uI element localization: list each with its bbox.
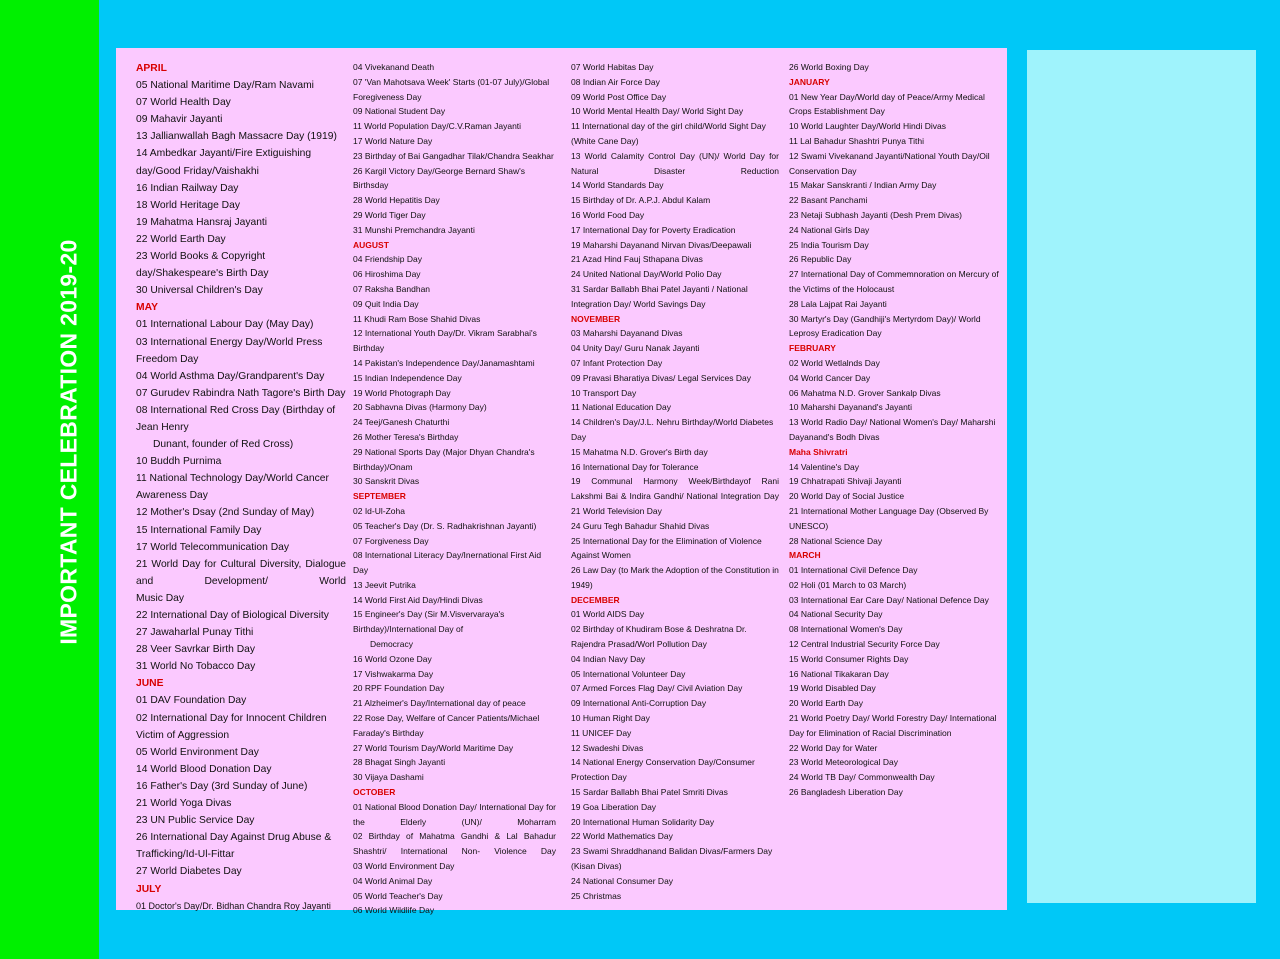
celebration-entry: 01 National Blood Donation Day/ International Day for the Elderly (UN)/ Moharram <box>353 801 556 827</box>
celebration-entry: 30 Vijaya Dashami <box>353 772 424 783</box>
celebration-entry: 01 Doctor's Day/Dr. Bidhan Chandra Roy Jayanti <box>136 900 331 911</box>
celebration-entry: 20 Sabhavna Divas (Harmony Day) <box>353 402 487 413</box>
celebration-entry: 22 World Day for Water <box>789 742 878 753</box>
celebration-entry: 19 Goa Liberation Day <box>571 801 657 812</box>
celebration-entry: 25 Christmas <box>571 890 622 901</box>
celebration-entry: 01 DAV Foundation Day <box>136 695 247 707</box>
celebration-entry: 05 National Maritime Day/Ram Navami <box>136 80 314 92</box>
column-1 <box>136 60 346 915</box>
celebration-entry: 15 World Consumer Rights Day <box>789 653 909 664</box>
celebration-entry: 11 International day of the girl child/World Sight Day (White Cane Day) <box>571 121 766 146</box>
celebration-entry: 22 International Day of Biological Diversity <box>136 610 329 621</box>
celebration-entry: 07 Raksha Bandhan <box>353 283 431 294</box>
celebration-entry: 26 Law Day (to Mark the Adoption of the Constitution in 1949) <box>571 565 779 590</box>
celebration-entry: 09 National Student Day <box>353 106 446 117</box>
celebration-entry: 04 World Cancer Day <box>789 372 871 383</box>
celebration-entry: 24 World TB Day/ Commonwealth Day <box>789 772 935 783</box>
celebration-entry: 19 World Disabled Day <box>789 683 876 694</box>
celebration-entry: 02 Holi (01 March to 03 March) <box>789 579 907 590</box>
vertical-title: IMPORTANT CELEBRATION 2019-20 <box>55 239 82 645</box>
celebration-entry: 04 World Animal Day <box>353 875 433 886</box>
celebration-entry: 03 International Ear Care Day/ National Defence Day <box>789 594 989 605</box>
celebration-entry: 12 Central Industrial Security Force Day <box>789 639 940 650</box>
celebration-entry: 15 Sardar Ballabh Bhai Patel Smriti Divas <box>571 787 728 798</box>
celebration-entry: 11 National Education Day <box>571 402 672 413</box>
celebration-entry: 10 Transport Day <box>571 387 637 398</box>
celebration-entry: 02 Birthday of Khudiram Bose & Deshratna Dr. Rajendra Prasad/Worl Pollution Day <box>571 624 747 650</box>
month-heading: OCTOBER <box>353 787 396 798</box>
celebration-entry: 01 New Year Day/World day of Peace/Army Medical Crops Establishment Day <box>789 91 985 117</box>
celebration-entry: 14 Children's Day/J.L. Nehru Birthday/World Diabetes Day <box>571 417 774 442</box>
celebration-entry: 11 UNICEF Day <box>571 727 632 738</box>
celebration-entry: 21 Alzheimer's Day/International day of peace <box>353 698 526 709</box>
celebration-entry: 24 National Girls Day <box>789 224 870 235</box>
celebration-entry: 12 International Youth Day/Dr. Vikram Sarabhai's Birthday <box>353 328 537 354</box>
celebration-entry: 09 International Anti-Corruption Day <box>571 698 707 709</box>
celebration-entry: Democracy <box>370 639 413 650</box>
celebration-entry: 13 World Radio Day/ National Women's Day/ Maharshi Dayanand's Bodh Divas <box>789 417 996 442</box>
celebration-entry: 14 Ambedkar Jayanti/Fire Extiguishing day/Good Friday/Vaishakhi <box>136 148 312 177</box>
celebration-entry: 06 Hiroshima Day <box>353 269 421 280</box>
celebration-entry: 29 World Tiger Day <box>353 209 426 220</box>
celebration-entry: 21 World Television Day <box>571 505 662 516</box>
month-heading: NOVEMBER <box>571 313 621 324</box>
celebration-entry: 11 Khudi Ram Bose Shahid Divas <box>353 313 481 324</box>
celebration-entry: 09 Mahavir Jayanti <box>136 114 223 126</box>
celebration-entry: 16 World Ozone Day <box>353 653 432 664</box>
celebration-entry: 19 Communal Harmony Week/Birthdayof Rani Lakshmi Bai & Indira Gandhi/ National Integration Day <box>571 476 779 502</box>
celebration-entry: 22 Basant Panchami <box>789 195 868 206</box>
month-heading: JUNE <box>136 678 164 690</box>
celebration-entry: 23 World Meteorological Day <box>789 757 898 768</box>
celebration-entry: 02 Birthday of Mahatma Gandhi & Lal Bahadur Shashtri/ International Non- Violence Day <box>353 831 556 857</box>
celebration-entry: Dunant, founder of Red Cross) <box>153 439 294 451</box>
celebration-entry: 25 International Day for the Elimination of Violence Against Women <box>571 535 762 561</box>
celebration-entry: 23 World Books & Copyright day/Shakespeare's Birth Day <box>136 251 269 280</box>
celebration-entry: 10 World Mental Health Day/ World Sight Day <box>571 106 744 117</box>
celebration-entry: 09 Quit India Day <box>353 298 419 309</box>
celebration-entry: 10 World Laughter Day/World Hindi Divas <box>789 121 947 132</box>
celebration-entry: 01 International Labour Day (May Day) <box>136 319 314 331</box>
celebration-entry: 20 World Earth Day <box>789 698 864 709</box>
celebration-entry: 14 World Blood Donation Day <box>136 763 272 775</box>
celebration-entry: 26 Mother Teresa's Birthday <box>353 431 459 442</box>
celebration-entry: 16 Father's Day (3rd Sunday of June) <box>136 780 308 792</box>
celebration-entry: 07 Infant Protection Day <box>571 357 663 368</box>
celebration-entry: 17 International Day for Poverty Eradication <box>571 224 736 235</box>
celebration-entry: 22 World Mathematics Day <box>571 831 673 842</box>
celebration-entry: 11 National Technology Day/World Cancer Awareness Day <box>136 473 329 502</box>
celebration-entry: 04 World Asthma Day/Grandparent's Day <box>136 370 325 382</box>
celebration-entry: 31 Sardar Ballabh Bhai Patel Jayanti / National Integration Day/ World Savings Day <box>571 283 748 309</box>
celebration-entry: 07 Forgiveness Day <box>353 535 429 546</box>
celebration-entry: 26 Kargil Victory Day/George Bernard Shaw's Birthsday <box>353 165 526 191</box>
celebration-entry: 24 Teej/Ganesh Chaturthi <box>353 417 450 428</box>
celebration-entry: 08 International Literacy Day/Inernational First Aid Day <box>353 550 542 576</box>
celebration-entry: 05 Teacher's Day (Dr. S. Radhakrishnan Jayanti) <box>353 520 537 531</box>
celebration-entry: 30 Universal Children's Day <box>136 285 263 297</box>
celebration-entry: 11 World Population Day/C.V.Raman Jayanti <box>353 121 522 132</box>
celebration-entry: 22 Rose Day, Welfare of Cancer Patients/Michael Faraday's Birthday <box>353 713 540 738</box>
left-green-bar <box>0 0 99 959</box>
celebration-entry: 05 World Teacher's Day <box>353 890 443 901</box>
celebration-entry: 14 Pakistan's Independence Day/Janamashtami <box>353 357 535 368</box>
celebration-entry: 26 Republic Day <box>789 254 852 265</box>
celebration-entry: 14 Valentine's Day <box>789 461 859 472</box>
celebration-entry: 15 Mahatma N.D. Grover's Birth day <box>571 446 708 457</box>
month-heading: MARCH <box>789 550 821 561</box>
celebration-entry: 13 Jeevit Putrika <box>353 579 416 590</box>
celebration-entry: 13 World Calamity Control Day (UN)/ World Day for Natural Disaster Reduction <box>571 150 779 176</box>
celebration-entry: 07 Gurudev Rabindra Nath Tagore's Birth Day <box>136 387 346 399</box>
celebration-entry: 13 Jallianwallah Bagh Massacre Day (1919) <box>136 131 337 143</box>
celebration-entry: 02 Id-Ul-Zoha <box>353 505 405 516</box>
celebration-entry: 16 National Tikakaran Day <box>789 668 889 679</box>
celebration-entry: 21 World Day for Cultural Diversity, Dialogue and Development/ World <box>136 558 346 587</box>
month-heading: Maha Shivratri <box>789 446 848 457</box>
celebration-entry: 08 International Women's Day <box>789 624 903 635</box>
celebration-entry: 02 International Day for Innocent Children Victim of Aggression <box>136 712 327 741</box>
celebration-entry: 16 International Day for Tolerance <box>571 461 699 472</box>
celebration-entry: 21 Azad Hind Fauj Sthapana Divas <box>571 254 703 265</box>
celebration-entry: 27 World Diabetes Day <box>136 866 242 878</box>
celebration-entry: 12 Swami Vivekanand Jayanti/National Youth Day/Oil Conservation Day <box>789 150 990 176</box>
month-heading: JANUARY <box>789 76 830 87</box>
celebration-entry: 16 Indian Railway Day <box>136 182 239 194</box>
celebration-entry: 28 Bhagat Singh Jayanti <box>353 757 446 768</box>
celebration-list-panel <box>116 48 1007 916</box>
celebration-entry: 23 Netaji Subhash Jayanti (Desh Prem Divas) <box>789 209 962 220</box>
celebration-entry: 19 Mahatma Hansraj Jayanti <box>136 216 268 228</box>
celebration-entry: 20 World Day of Social Justice <box>789 491 905 502</box>
celebration-entry: 08 International Red Cross Day (Birthday of Jean Henry <box>136 404 336 433</box>
month-heading: DECEMBER <box>571 594 620 605</box>
celebration-entry: 27 World Tourism Day/World Maritime Day <box>353 742 514 753</box>
celebration-entry: 04 Friendship Day <box>353 254 422 265</box>
celebration-entry: 06 World Wildlife Day <box>353 905 435 916</box>
celebration-entry: 26 Bangladesh Liberation Day <box>789 787 903 798</box>
celebration-entry: 15 Indian Independence Day <box>353 372 462 383</box>
celebration-entry: 18 World Heritage Day <box>136 199 240 211</box>
celebration-entry: 14 World First Aid Day/Hindi Divas <box>353 594 483 605</box>
celebration-entry: 24 United National Day/World Polio Day <box>571 269 722 280</box>
celebration-entry: 10 Human Right Day <box>571 713 650 724</box>
celebration-entry: Music Day <box>136 592 185 604</box>
celebration-entry: 28 Veer Savrkar Birth Day <box>136 644 256 656</box>
celebration-entry: 22 World Earth Day <box>136 233 226 245</box>
celebration-entry: 07 'Van Mahotsava Week' Starts (01-07 July)/Global Foregiveness Day <box>353 76 550 102</box>
celebration-entry: 14 World Standards Day <box>571 180 664 191</box>
right-blank-panel <box>1027 50 1256 903</box>
celebration-entry: 04 Indian Navy Day <box>571 653 646 664</box>
celebration-entry: 15 Engineer's Day (Sir M.Visvervaraya's Birthday)/International Day of <box>353 609 505 635</box>
celebration-entry: 01 World AIDS Day <box>571 609 645 620</box>
celebration-entry: 04 Vivekanand Death <box>353 62 435 72</box>
celebration-entry: 25 India Tourism Day <box>789 239 869 250</box>
celebration-entry: 31 Munshi Premchandra Jayanti <box>353 224 475 235</box>
celebration-entry: 03 International Energy Day/World Press Freedom Day <box>136 336 323 365</box>
celebration-entry: 17 World Nature Day <box>353 135 433 146</box>
celebration-entry: 28 National Science Day <box>789 535 883 546</box>
celebration-entry: 15 International Family Day <box>136 524 262 536</box>
celebration-entry: 19 World Photograph Day <box>353 387 451 398</box>
celebration-entry: 05 World Environment Day <box>136 746 259 758</box>
celebration-entry: 04 Unity Day/ Guru Nanak Jayanti <box>571 343 700 354</box>
celebration-entry: 07 World Health Day <box>136 97 231 109</box>
column-3 <box>571 60 779 903</box>
celebration-entry: 27 Jawaharlal Punay Tithi <box>136 627 254 639</box>
celebration-entry: 19 Maharshi Dayanand Nirvan Divas/Deepawali <box>571 239 752 250</box>
celebration-entry: 23 Swami Shraddhanand Balidan Divas/Farmers Day (Kisan Divas) <box>571 846 773 872</box>
celebration-entry: 02 World Wetlalnds Day <box>789 357 880 368</box>
celebration-entry: 07 Armed Forces Flag Day/ Civil Aviation Day <box>571 683 743 694</box>
celebration-entry: 23 Birthday of Bai Gangadhar Tilak/Chandra Seakhar <box>353 150 554 161</box>
celebration-entry: 03 World Environment Day <box>353 861 455 872</box>
celebration-entry: 16 World Food Day <box>571 209 645 220</box>
celebration-entry: 30 Sanskrit Divas <box>353 476 420 487</box>
month-heading: FEBRUARY <box>789 343 836 354</box>
celebration-entry: 21 International Mother Language Day (Observed By UNESCO) <box>789 505 989 531</box>
celebration-entry: 26 International Day Against Drug Abuse & Trafficking/Id-Ul-Fittar <box>136 832 332 861</box>
celebration-entry: 27 International Day of Commemnoration on Mercury of the Victims of the Holocaust <box>789 269 999 294</box>
month-heading: AUGUST <box>353 239 389 250</box>
celebration-entry: 09 Pravasi Bharatiya Divas/ Legal Services Day <box>571 372 751 383</box>
celebration-entry: 09 World Post Office Day <box>571 91 667 102</box>
celebration-entry: 21 World Poetry Day/ World Forestry Day/ International Day for Elimination of Racial Discrimination <box>789 713 997 738</box>
celebration-entry: 20 RPF Foundation Day <box>353 683 445 694</box>
celebration-entry: 10 Buddh Purnima <box>136 456 222 468</box>
celebration-entry: 21 World Yoga Divas <box>136 798 232 810</box>
celebration-entry: 28 World Hepatitis Day <box>353 195 440 206</box>
celebration-entry: 15 Makar Sanskranti / Indian Army Day <box>789 180 937 191</box>
celebration-entry: 12 Swadeshi Divas <box>571 742 644 753</box>
celebration-entry: 24 Guru Tegh Bahadur Shahid Divas <box>571 520 710 531</box>
celebration-entry: 28 Lala Lajpat Rai Jayanti <box>789 298 887 309</box>
celebration-entry: 14 National Energy Conservation Day/Consumer Protection Day <box>571 757 755 783</box>
celebration-entry: 08 Indian Air Force Day <box>571 76 660 87</box>
celebration-entry: 06 Mahatma N.D. Grover Sankalp Divas <box>789 387 941 398</box>
celebration-entry: 03 Maharshi Dayanand Divas <box>571 328 683 339</box>
month-heading: APRIL <box>136 63 167 74</box>
celebration-entry: 01 International Civil Defence Day <box>789 565 918 576</box>
month-heading: SEPTEMBER <box>353 491 406 502</box>
celebration-entry: 10 Maharshi Dayanand's Jayanti <box>789 402 913 413</box>
celebration-entry: 05 International Volunteer Day <box>571 668 686 679</box>
celebration-entry: 31 World No Tobacco Day <box>136 661 256 673</box>
celebration-entry: 04 National Security Day <box>789 609 883 620</box>
celebration-entry: 29 National Sports Day (Major Dhyan Chandra's Birthday)/Onam <box>353 446 535 472</box>
celebration-entry: 11 Lal Bahadur Shashtri Punya Tithi <box>789 135 924 146</box>
month-heading: MAY <box>136 302 158 314</box>
column-4 <box>789 60 999 800</box>
celebration-entry: 30 Martyr's Day (Gandhiji's Mertyrdom Day)/ World Leprosy Eradication Day <box>789 313 981 339</box>
celebration-entry: 23 UN Public Service Day <box>136 815 255 827</box>
celebration-entry: 17 Vishwakarma Day <box>353 668 434 679</box>
celebration-entry: 19 Chhatrapati Shivaji Jayanti <box>789 476 902 487</box>
celebration-entry: 24 National Consumer Day <box>571 875 674 886</box>
celebration-entry: 12 Mother's Dsay (2nd Sunday of May) <box>136 507 315 519</box>
month-heading: JULY <box>136 883 162 895</box>
celebration-entry: 17 World Telecommunication Day <box>136 541 289 553</box>
celebration-entry: 20 International Human Solidarity Day <box>571 816 715 827</box>
celebration-entry: 07 World Habitas Day <box>571 62 654 72</box>
celebration-entry: 15 Birthday of Dr. A.P.J. Abdul Kalam <box>571 195 711 206</box>
column-2 <box>353 60 556 918</box>
celebration-entry: 26 World Boxing Day <box>789 62 869 72</box>
